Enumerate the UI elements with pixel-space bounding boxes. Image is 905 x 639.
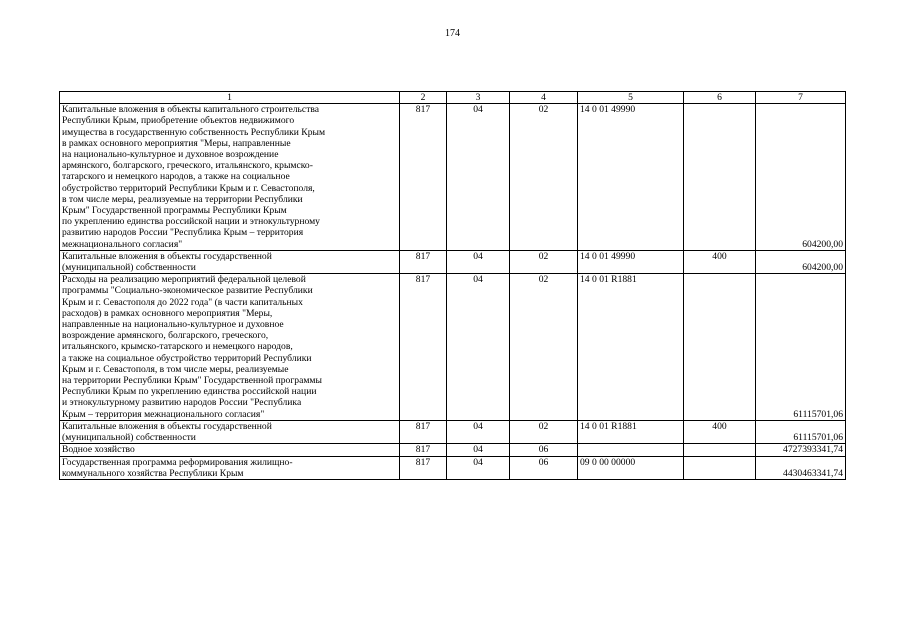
description-line: Республики Крым по укреплению единства российской нации [62, 386, 317, 398]
header-cell-2: 2 [400, 92, 447, 104]
description-line: Государственная программа реформирования жилищно- [62, 456, 293, 468]
description-line: коммунального хозяйства Республики Крым [62, 467, 244, 479]
description-line: на национально-культурное и духовное возрождение [62, 149, 279, 161]
description-line: (муниципальной) собственности [62, 432, 196, 444]
target-article-code-cell: 14 0 01 R1881 [578, 274, 684, 421]
target-article-code-cell: 14 0 01 49990 [578, 250, 684, 273]
description-line: Республики Крым, приобретение объектов недвижимого [62, 115, 295, 127]
description-line: Капитальные вложения в объекты капитального строительства [62, 104, 320, 116]
description-line: Крым – территория межнационального согласия" [62, 408, 265, 420]
table-row [60, 456, 846, 479]
description-line: программы "Социально-экономическое развитие Республики [62, 285, 313, 297]
description-line: итальянского, крымско-татарского и немецкого народов, [62, 341, 293, 353]
row-description [60, 456, 400, 479]
section-code-cell: 04 [447, 420, 510, 443]
target-article-code-cell [578, 444, 684, 456]
description-line: а также на социальное обустройство территорий Республики [62, 352, 312, 364]
section-code-cell: 04 [447, 104, 510, 251]
header-cell-4: 4 [510, 92, 578, 104]
description-line: (муниципальной) собственности [62, 262, 196, 274]
description-line: в том числе меры, реализуемые на территории Республики [62, 193, 303, 205]
header-cell-6: 6 [684, 92, 756, 104]
row-description [60, 250, 400, 273]
ministry-code-cell: 817 [400, 420, 447, 443]
ministry-code-cell: 817 [400, 444, 447, 456]
header-cell-3: 3 [447, 92, 510, 104]
description-line: направленные на национально-культурное и духовное [62, 319, 284, 331]
header-cell-1: 1 [60, 92, 400, 104]
description-line: Капитальные вложения в объекты государственной [62, 250, 272, 262]
section-code-cell: 04 [447, 274, 510, 421]
expense-type-code-cell [684, 444, 756, 456]
subsection-code-cell: 02 [510, 420, 578, 443]
target-article-code-cell: 09 0 00 00000 [578, 456, 684, 479]
row-description [60, 420, 400, 443]
target-article-code-cell: 14 0 01 49990 [578, 104, 684, 251]
ministry-code-cell: 817 [400, 104, 447, 251]
amount-cell: 61115701,06 [756, 274, 846, 421]
amount-cell: 604200,00 [756, 250, 846, 273]
subsection-code-cell: 02 [510, 250, 578, 273]
table-row [60, 420, 846, 443]
table-header-row [60, 92, 846, 104]
row-description [60, 444, 400, 456]
description-line: Крым" Государственной программы Республики Крым [62, 205, 287, 217]
description-line: Расходы на реализацию мероприятий федеральной целевой [62, 274, 306, 286]
description-line: имущества в государственную собственность Республики Крым [62, 126, 326, 138]
amount-cell: 4430463341,74 [756, 456, 846, 479]
section-code-cell: 04 [447, 250, 510, 273]
description-line: Капитальные вложения в объекты государственной [62, 420, 272, 432]
description-line: обустройство территорий Республики Крым и г. Севастополя, [62, 182, 315, 194]
amount-cell: 61115701,06 [756, 420, 846, 443]
description-line: армянского, болгарского, греческого, итальянского, крымско- [62, 160, 313, 172]
ministry-code-cell: 817 [400, 250, 447, 273]
header-cell-7: 7 [756, 92, 846, 104]
description-line: по укреплению единства российской нации и этнокультурному [62, 216, 320, 228]
table-row [60, 444, 846, 456]
description-line: межнационального согласия" [62, 238, 183, 250]
budget-table [59, 91, 846, 480]
expense-type-code-cell [684, 456, 756, 479]
amount-cell: 604200,00 [756, 104, 846, 251]
expense-type-code-cell [684, 274, 756, 421]
description-line: Крым и г. Севастополя до 2022 года" (в части капитальных [62, 296, 303, 308]
description-line: на территории Республики Крым" Государственной программы [62, 375, 322, 387]
description-line: Водное хозяйство [62, 444, 135, 456]
page-number: 174 [445, 28, 460, 39]
expense-type-code-cell: 400 [684, 420, 756, 443]
description-line: Крым и г. Севастополя, в том числе меры, реализуемые [62, 363, 289, 375]
section-code-cell: 04 [447, 444, 510, 456]
subsection-code-cell: 02 [510, 274, 578, 421]
subsection-code-cell: 02 [510, 104, 578, 251]
section-code-cell: 04 [447, 456, 510, 479]
amount-cell: 4727393341,74 [756, 444, 846, 456]
expense-type-code-cell: 400 [684, 250, 756, 273]
ministry-code-cell: 817 [400, 456, 447, 479]
table-row [60, 250, 846, 273]
subsection-code-cell: 06 [510, 456, 578, 479]
ministry-code-cell: 817 [400, 274, 447, 421]
description-line: расходов) в рамках основного мероприятия "Меры, [62, 307, 273, 319]
description-line: татарского и немецкого народов, а также на социальное [62, 171, 290, 183]
subsection-code-cell: 06 [510, 444, 578, 456]
expense-type-code-cell [684, 104, 756, 251]
description-line: развитию народов России "Республика Крым – территория [62, 227, 304, 239]
header-cell-5: 5 [578, 92, 684, 104]
table-row [60, 104, 846, 251]
row-description [60, 274, 400, 421]
row-description [60, 104, 400, 251]
description-line: в рамках основного мероприятия "Меры, направленные [62, 137, 291, 149]
description-line: и этнокультурному развитию народов России "Республика [62, 397, 302, 409]
table-row [60, 274, 846, 421]
target-article-code-cell: 14 0 01 R1881 [578, 420, 684, 443]
description-line: возрождение армянского, болгарского, греческого, [62, 330, 269, 342]
